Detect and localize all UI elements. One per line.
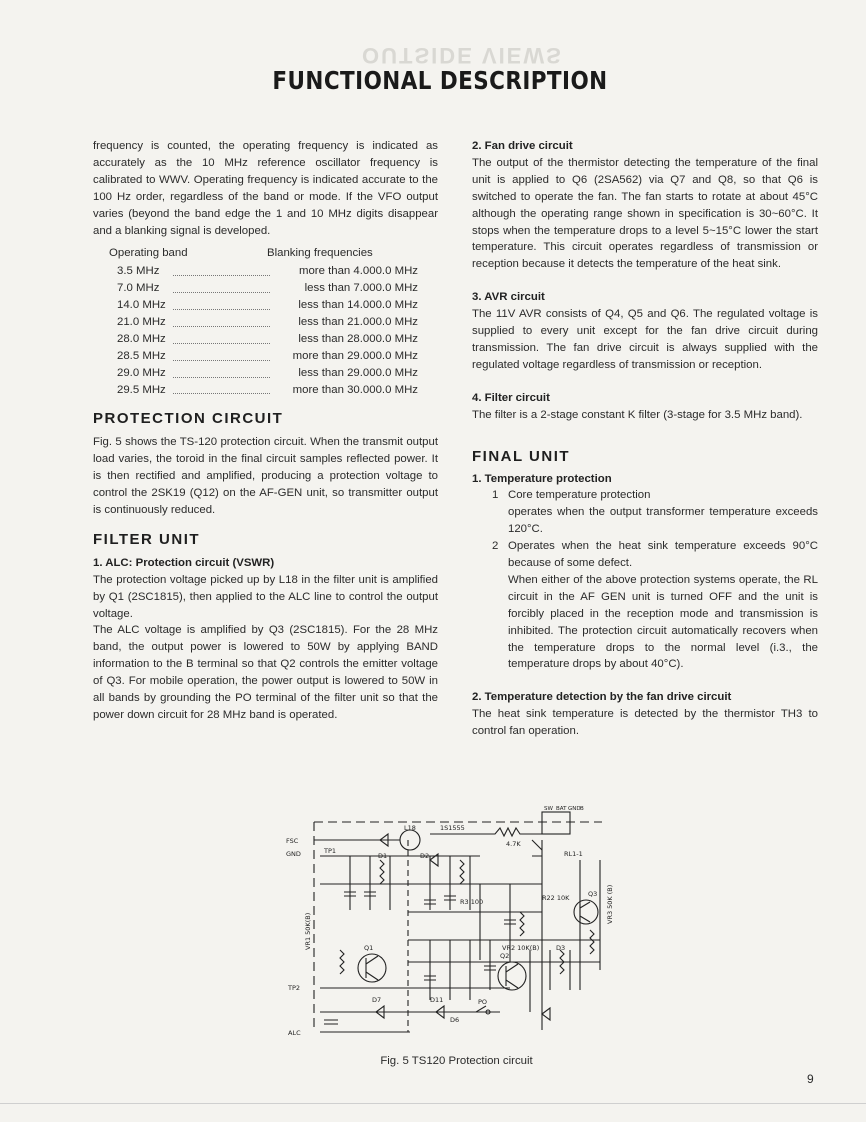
label-vr1: VR1 50K(B) bbox=[304, 912, 312, 950]
label-sw-gnd: GND bbox=[568, 806, 581, 812]
fan-drive-paragraph: The output of the thermistor detecting the temperature of the final unit is applied to Q6 (2SA562) via Q7 and Q8, so that Q6 is switched to operate the fan. The fan starts to rotate at about 45°C although the operating range shown in specification is 30~60°C. It stops when the temperature drops to a level 5~15°C lower the start temperature. This circuit operates regardless of transmission or reception because it detects the temperature of the heat sink. bbox=[472, 156, 818, 271]
page-number: 9 bbox=[807, 1072, 814, 1086]
label-gnd: GND bbox=[286, 850, 301, 858]
label-d7: D7 bbox=[372, 996, 382, 1004]
dot-leader bbox=[173, 280, 270, 293]
fan-drive-heading: 2. Fan drive circuit bbox=[472, 140, 573, 152]
band-name: 7.0 MHz bbox=[117, 282, 160, 295]
dot-leader bbox=[173, 331, 270, 344]
band-name: 28.5 MHz bbox=[117, 349, 166, 362]
band-table-header bbox=[109, 245, 438, 262]
dot-leader bbox=[173, 348, 270, 361]
label-d6: D6 bbox=[450, 1016, 460, 1024]
label-q2: Q2 bbox=[500, 952, 510, 960]
label-d2: D2 bbox=[420, 852, 430, 860]
list-number: 2 bbox=[492, 540, 499, 553]
list-item bbox=[492, 504, 818, 538]
band-value: less than 28.000.0 MHz bbox=[298, 332, 418, 345]
band-name: 28.0 MHz bbox=[117, 332, 166, 345]
band-name: 14.0 MHz bbox=[117, 299, 166, 312]
dot-leader bbox=[173, 263, 270, 276]
label-rl1: RL1-1 bbox=[564, 850, 583, 858]
band-name: 3.5 MHz bbox=[117, 265, 160, 278]
page-title: FUNCTIONAL DESCRIPTION bbox=[272, 66, 608, 95]
label-r22: R22 10K bbox=[542, 894, 570, 902]
band-header-blanking: Blanking frequencies bbox=[267, 247, 373, 260]
list-text: operates when the output transformer temperature exceeds 120°C. bbox=[508, 506, 818, 536]
bleed-through-text: OUTSIDE VIEWS bbox=[362, 43, 563, 68]
label-bat: BAT bbox=[556, 806, 567, 812]
band-value: more than 29.000.0 MHz bbox=[292, 349, 418, 362]
label-l18: L18 bbox=[404, 824, 416, 832]
page-bottom-rule bbox=[0, 1103, 866, 1104]
label-po: PO bbox=[478, 998, 488, 1006]
label-vr2: VR2 10K(B) bbox=[502, 944, 540, 952]
label-q3: Q3 bbox=[588, 890, 598, 898]
label-d1: D1 bbox=[378, 852, 388, 860]
label-tp2: TP2 bbox=[288, 984, 301, 992]
final-unit-heading: FINAL UNIT bbox=[472, 447, 571, 465]
band-header-operating: Operating band bbox=[109, 247, 188, 260]
dot-leader bbox=[173, 314, 270, 327]
list-item bbox=[492, 538, 818, 572]
band-row bbox=[117, 331, 438, 348]
avr-paragraph: The 11V AVR consists of Q4, Q5 and Q6. The regulated voltage is supplied to every unit except for the fan drive circuit during transmission. The fan drive circuit is always supplied with the regulated voltage regardless of transmission or reception. bbox=[472, 308, 818, 371]
left-column bbox=[93, 138, 438, 724]
temp-protection-heading: 1. Temperature protection bbox=[472, 472, 612, 485]
label-q1: Q1 bbox=[364, 944, 374, 952]
alc-heading: 1. ALC: Protection circuit (VSWR) bbox=[93, 556, 275, 569]
band-value: less than 21.000.0 MHz bbox=[298, 316, 418, 329]
list-item bbox=[492, 572, 818, 673]
alc-paragraph-1: The protection voltage picked up by L18 in the filter unit is amplified by Q1 (2SC1815), then applied to the ALC line to control the output voltage. bbox=[93, 573, 438, 620]
filter-circuit-heading: 4. Filter circuit bbox=[472, 391, 550, 404]
band-name: 29.0 MHz bbox=[117, 366, 166, 379]
label-r3: R3 100 bbox=[460, 898, 484, 906]
list-text: When either of the above protection systems operate, the RL circuit in the AF GEN unit is turned OFF and the unit is forcibly placed in the reception mode and transmission is inhibited. The protection circuit automatically recovers when the temperature drops to the normal level (i.3., the temperature drops by about 40°C). bbox=[508, 573, 818, 671]
band-row bbox=[117, 297, 438, 314]
label-alc: ALC bbox=[288, 1029, 301, 1037]
band-value: less than 7.000.0 MHz bbox=[304, 282, 418, 295]
list-number bbox=[492, 572, 508, 673]
band-table bbox=[93, 263, 438, 398]
label-d3: D3 bbox=[556, 944, 566, 952]
protection-circuit-heading: PROTECTION CIRCUIT bbox=[93, 410, 284, 428]
label-sw: SW bbox=[544, 806, 553, 812]
figure-caption: Fig. 5 TS120 Protection circuit bbox=[380, 1055, 533, 1067]
protection-paragraph: Fig. 5 shows the TS-120 protection circuit. When the transmit output load varies, the toroid in the final circuit samples reflected power. It is then rectified and amplified, producing a protection voltage to control the 2SK19 (Q12) on the AF-GEN unit, so transmitter output is continuously reduced. bbox=[93, 436, 438, 516]
list-number bbox=[492, 504, 508, 538]
band-row bbox=[117, 280, 438, 297]
right-column bbox=[472, 138, 818, 740]
band-row bbox=[117, 314, 438, 331]
band-value: more than 30.000.0 MHz bbox=[292, 383, 418, 396]
avr-heading: 3. AVR circuit bbox=[472, 291, 545, 304]
temp-detection-paragraph: The heat sink temperature is detected by the thermistor TH3 to control fan operation. bbox=[472, 708, 818, 738]
label-vr3: VR3 50K (B) bbox=[606, 884, 614, 924]
list-text: Operates when the heat sink temperature exceeds 90°C because of some defect. bbox=[508, 540, 818, 570]
band-row bbox=[117, 365, 438, 382]
band-name: 21.0 MHz bbox=[117, 316, 166, 329]
list-number: 1 bbox=[492, 489, 499, 502]
label-1s1555: 1S1555 bbox=[440, 824, 465, 832]
band-row bbox=[117, 263, 438, 280]
list-item bbox=[492, 487, 818, 504]
label-d11: D11 bbox=[430, 996, 444, 1004]
band-row bbox=[117, 348, 438, 365]
band-row bbox=[117, 382, 438, 399]
band-value: less than 14.000.0 MHz bbox=[298, 299, 418, 312]
label-fsc: FSC bbox=[286, 837, 299, 845]
filter-circuit-paragraph: The filter is a 2-stage constant K filter (3-stage for 3.5 MHz band). bbox=[472, 408, 803, 421]
label-4-7k: 4.7K bbox=[506, 840, 521, 848]
dot-leader bbox=[173, 382, 270, 395]
dot-leader bbox=[173, 297, 270, 310]
band-value: more than 4.000.0 MHz bbox=[298, 265, 418, 278]
label-tp1: TP1 bbox=[324, 847, 337, 855]
dot-leader bbox=[173, 365, 270, 378]
label-b: B bbox=[580, 806, 584, 812]
protection-circuit-schematic bbox=[280, 800, 620, 1052]
band-value: less than 29.000.0 MHz bbox=[298, 366, 418, 379]
temp-detection-heading: 2. Temperature detection by the fan drive circuit bbox=[472, 691, 732, 704]
intro-paragraph: frequency is counted, the operating frequency is indicated as accurately as the 10 MHz reference oscillator frequency is calibrated to WWV. Operating frequency is indicated accurate to the 100 Hz order, regardless of the band or mode. If the VFO output varies (beyond the band edge the 1 and 10 MHz digits disappear and a blanking signal is developed. bbox=[93, 140, 438, 237]
band-name: 29.5 MHz bbox=[117, 383, 166, 396]
list-text: Core temperature protection bbox=[508, 489, 651, 502]
alc-paragraph-2: The ALC voltage is amplified by Q3 (2SC1815). For the 28 MHz band, the output power is lowered to 50W by applying BAND information to the B terminal so that Q2 controls the emitter voltage of Q3. For mobile operation, the power output is lowered to 50W in all bands by grounding the PO terminal of the filter unit so that the power down circuit for 28 MHz band is operated. bbox=[93, 624, 438, 721]
filter-unit-heading: FILTER UNIT bbox=[93, 530, 201, 548]
